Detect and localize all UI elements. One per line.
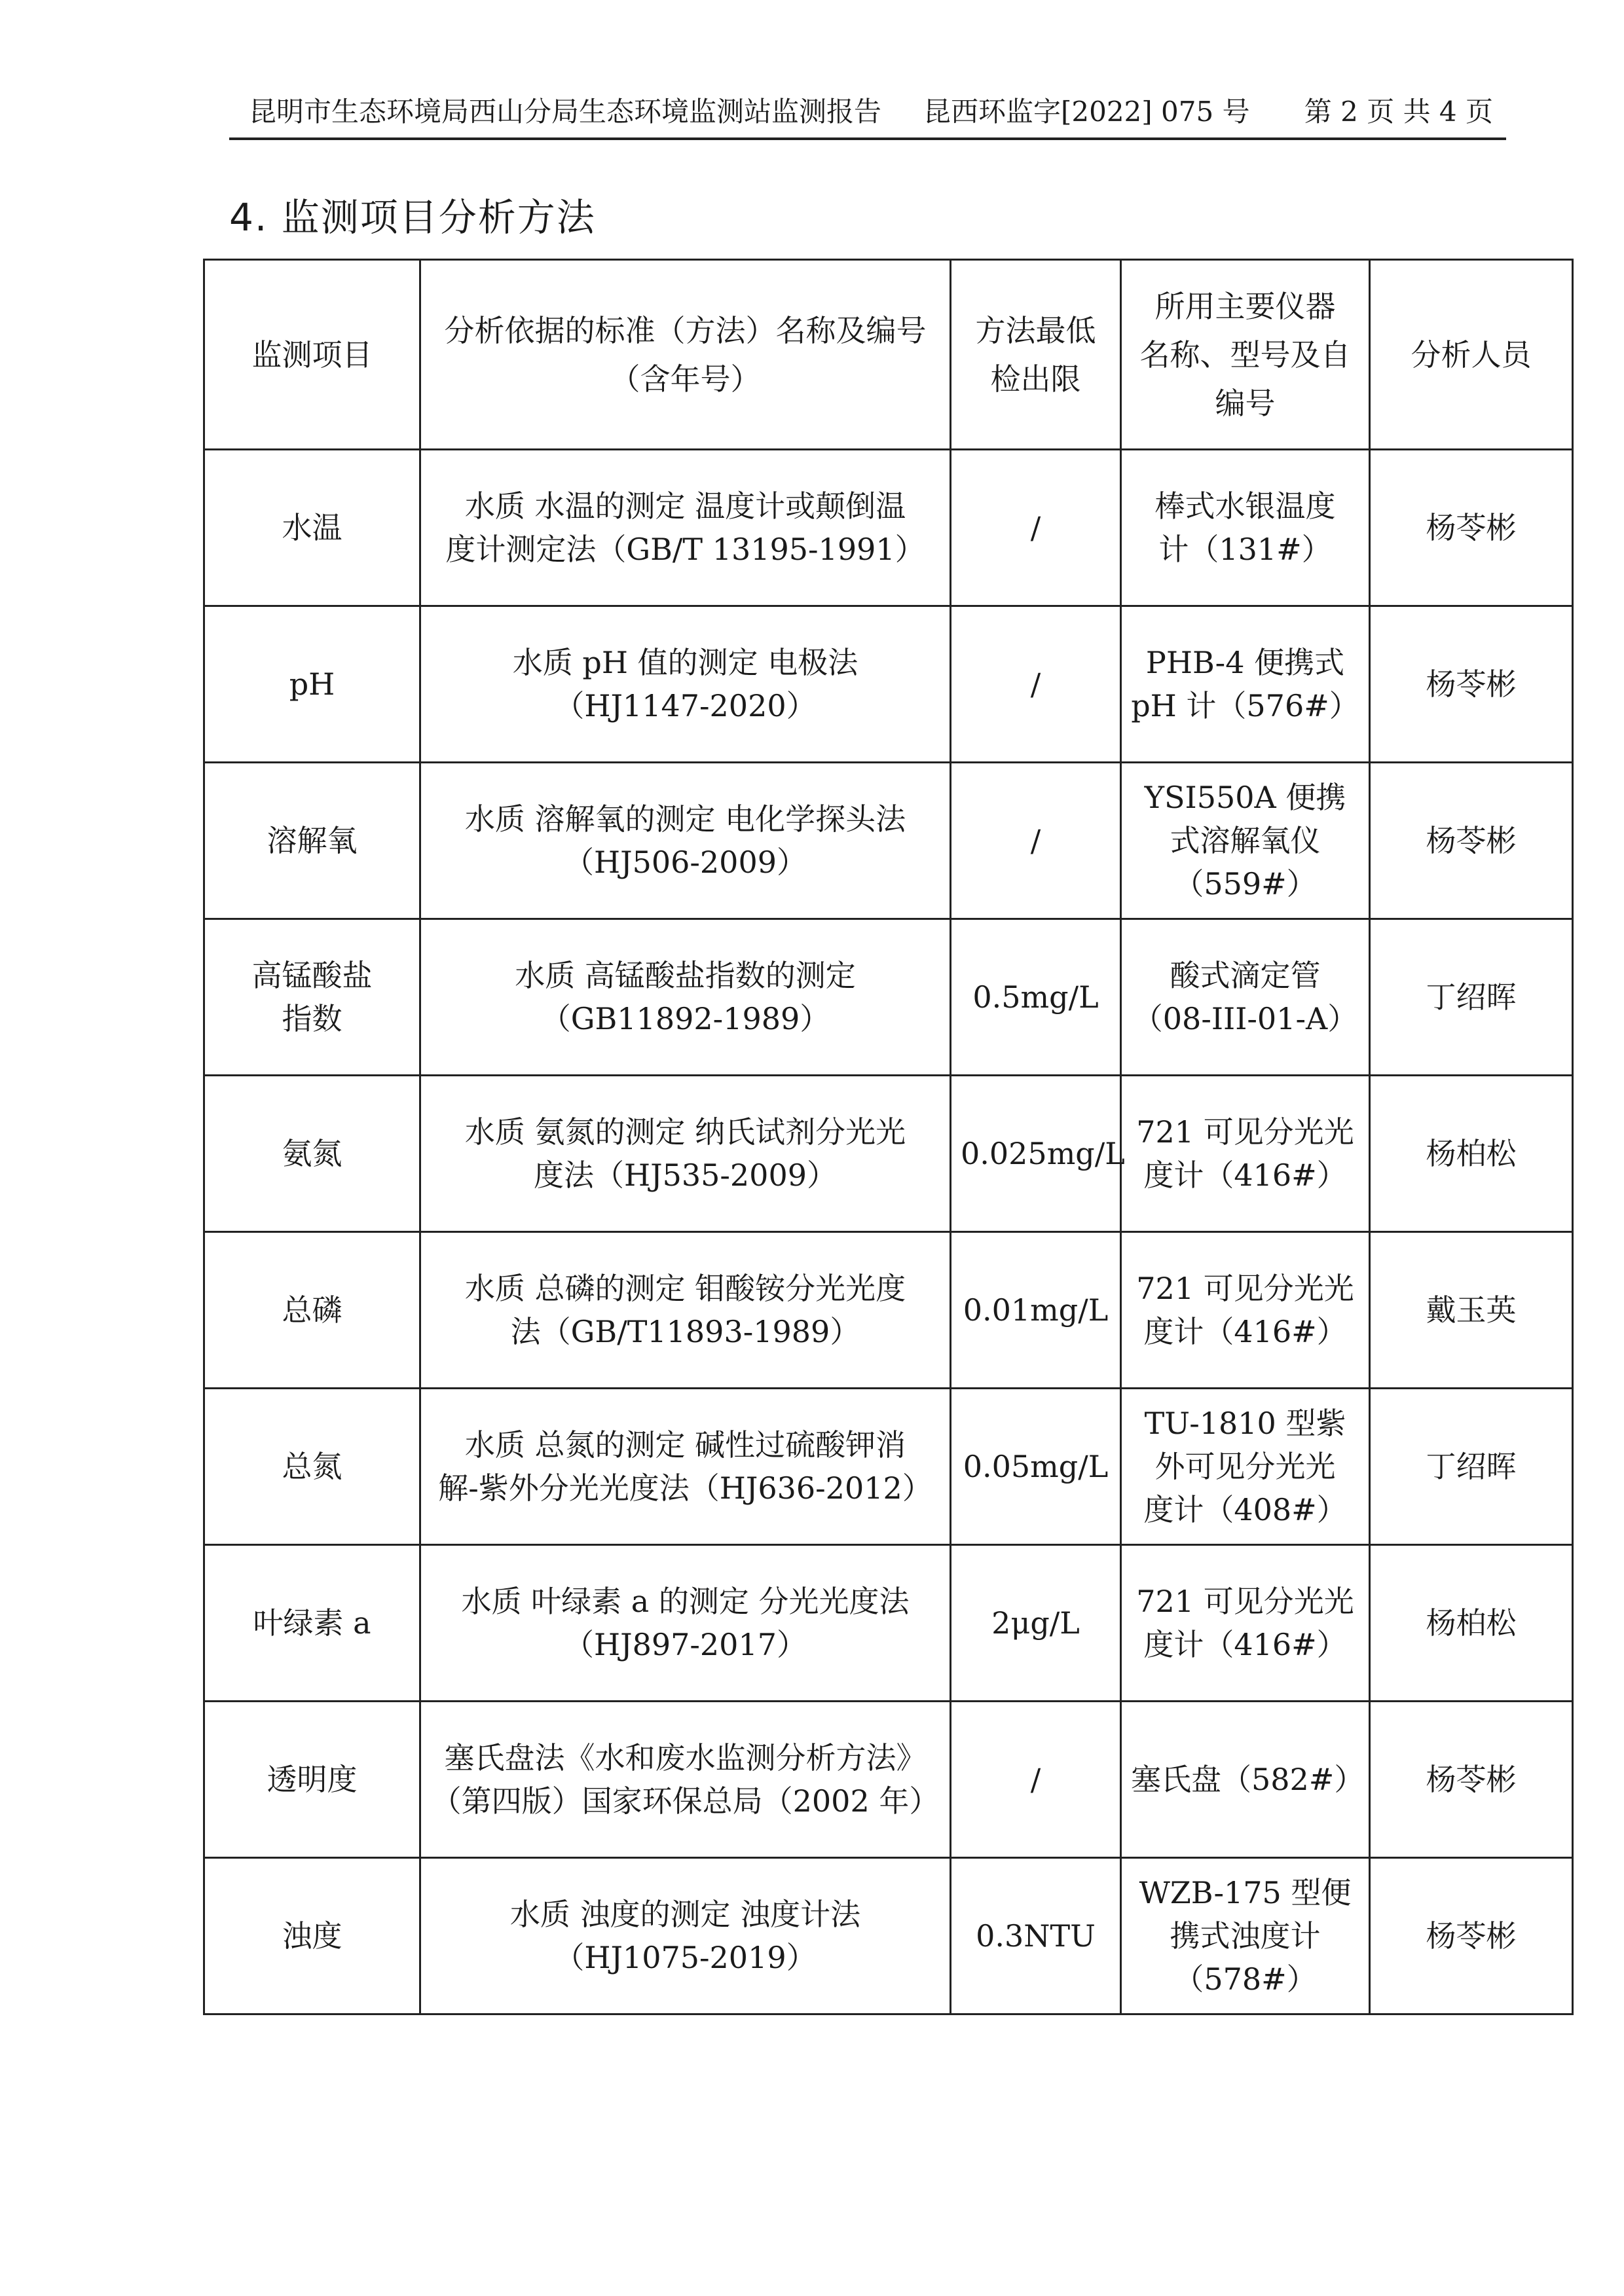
table-row: [204, 1545, 1573, 1702]
page-number: 第 2 页 共 4 页: [1304, 96, 1493, 128]
cell-analyst: 丁绍晖: [1370, 919, 1573, 1076]
cell-limit: 0.01mg/L: [951, 1232, 1121, 1389]
cell-limit: 0.025mg/L: [951, 1076, 1121, 1232]
header-instrument: 所用主要仪器 名称、型号及自 编号: [1121, 260, 1370, 450]
cell-method: 水质 pH 值的测定 电极法 （HJ1147-2020）: [420, 606, 951, 763]
cell-method: 水质 叶绿素 a 的测定 分光光度法 （HJ897-2017）: [420, 1545, 951, 1702]
cell-analyst: 戴玉英: [1370, 1232, 1573, 1389]
table-row: [204, 1076, 1573, 1232]
header-limit: 方法最低 检出限: [951, 260, 1121, 450]
cell-instrument: WZB-175 型便 携式浊度计 （578#）: [1121, 1858, 1370, 2014]
cell-analyst: 杨柏松: [1370, 1545, 1573, 1702]
header-analyst: 分析人员: [1370, 260, 1573, 450]
cell-method: 水质 氨氮的测定 纳氏试剂分光光 度法（HJ535-2009）: [420, 1076, 951, 1232]
table-row: [204, 1702, 1573, 1858]
report-org-title: 昆明市生态环境局西山分局生态环境监测站监测报告: [249, 96, 882, 128]
cell-item: 水温: [204, 450, 420, 606]
table-row: [204, 1389, 1573, 1545]
cell-analyst: 丁绍晖: [1370, 1389, 1573, 1545]
cell-method: 水质 水温的测定 温度计或颠倒温 度计测定法（GB/T 13195-1991）: [420, 450, 951, 606]
cell-instrument: 721 可见分光光 度计（416#）: [1121, 1545, 1370, 1702]
cell-instrument: YSI550A 便携 式溶解氧仪 （559#）: [1121, 763, 1370, 919]
cell-instrument: 棒式水银温度 计（131#）: [1121, 450, 1370, 606]
cell-limit: 2μg/L: [951, 1545, 1121, 1702]
section-title: 4. 监测项目分析方法: [229, 195, 596, 240]
cell-method: 塞氏盘法《水和废水监测分析方法》 （第四版）国家环保总局（2002 年）: [420, 1702, 951, 1858]
cell-item: 总磷: [204, 1232, 420, 1389]
cell-limit: 0.5mg/L: [951, 919, 1121, 1076]
cell-instrument: 酸式滴定管 （08-III-01-A）: [1121, 919, 1370, 1076]
header-method: 分析依据的标准（方法）名称及编号 （含年号）: [420, 260, 951, 450]
cell-analyst: 杨苓彬: [1370, 1702, 1573, 1858]
table-header-row: [204, 260, 1573, 450]
cell-analyst: 杨苓彬: [1370, 763, 1573, 919]
cell-instrument: 721 可见分光光 度计（416#）: [1121, 1232, 1370, 1389]
table-row: [204, 450, 1573, 606]
cell-method: 水质 总氮的测定 碱性过硫酸钾消 解-紫外分光光度法（HJ636-2012）: [420, 1389, 951, 1545]
cell-limit: /: [951, 1702, 1121, 1858]
analysis-methods-table: [203, 259, 1574, 2015]
header-item: 监测项目: [204, 260, 420, 450]
cell-item: 氨氮: [204, 1076, 420, 1232]
table-row: [204, 763, 1573, 919]
table-row: [204, 606, 1573, 763]
cell-limit: 0.3NTU: [951, 1858, 1121, 2014]
cell-method: 水质 总磷的测定 钼酸铵分光光度 法（GB/T11893-1989）: [420, 1232, 951, 1389]
cell-limit: /: [951, 763, 1121, 919]
cell-instrument: PHB-4 便携式 pH 计（576#）: [1121, 606, 1370, 763]
cell-instrument: TU-1810 型紫 外可见分光光 度计（408#）: [1121, 1389, 1370, 1545]
cell-analyst: 杨苓彬: [1370, 606, 1573, 763]
cell-item: pH: [204, 606, 420, 763]
cell-instrument: 721 可见分光光 度计（416#）: [1121, 1076, 1370, 1232]
cell-method: 水质 高锰酸盐指数的测定 （GB11892-1989）: [420, 919, 951, 1076]
cell-limit: /: [951, 606, 1121, 763]
table-row: [204, 1232, 1573, 1389]
table-row: [204, 919, 1573, 1076]
cell-item: 总氮: [204, 1389, 420, 1545]
table-row: [204, 1858, 1573, 2014]
cell-analyst: 杨苓彬: [1370, 1858, 1573, 2014]
cell-method: 水质 浊度的测定 浊度计法 （HJ1075-2019）: [420, 1858, 951, 2014]
cell-limit: 0.05mg/L: [951, 1389, 1121, 1545]
cell-item: 高锰酸盐 指数: [204, 919, 420, 1076]
cell-analyst: 杨柏松: [1370, 1076, 1573, 1232]
cell-item: 溶解氧: [204, 763, 420, 919]
cell-item: 透明度: [204, 1702, 420, 1858]
cell-instrument: 塞氏盘（582#）: [1121, 1702, 1370, 1858]
report-number: 昆西环监字[2022] 075 号: [923, 96, 1250, 128]
cell-item: 叶绿素 a: [204, 1545, 420, 1702]
cell-method: 水质 溶解氧的测定 电化学探头法 （HJ506-2009）: [420, 763, 951, 919]
cell-limit: /: [951, 450, 1121, 606]
report-header: [229, 92, 1506, 140]
cell-analyst: 杨苓彬: [1370, 450, 1573, 606]
cell-item: 浊度: [204, 1858, 420, 2014]
